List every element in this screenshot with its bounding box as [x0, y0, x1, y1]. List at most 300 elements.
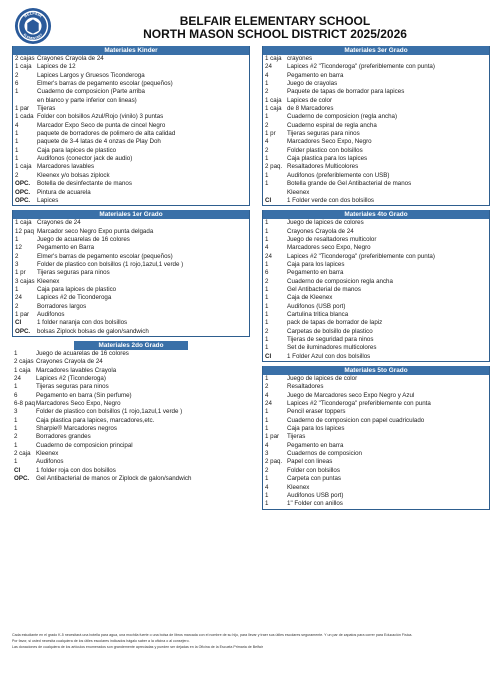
- item-quantity: 4: [15, 121, 19, 129]
- list-item: [263, 328, 489, 336]
- footer-line: Por favor, si usted necesita cualquiera de los útiles escolares indicados hágalo saber a la oficina o al consejero.: [12, 639, 190, 643]
- list-item: [13, 147, 249, 155]
- section-title: Materiales 5to Grado: [263, 366, 489, 375]
- item-description: Borradores grandes: [36, 433, 91, 441]
- item-description: Folder con bolsillos Azul/Rojo (vinilo) 3 puntas: [37, 113, 164, 121]
- logo-bottom-text: ELEMENTARY: [22, 32, 44, 41]
- item-quantity: 1: [265, 227, 269, 235]
- item-quantity: [13, 97, 37, 105]
- item-list: [12, 350, 250, 484]
- list-item: [263, 55, 489, 63]
- item-description: Lapices de 12: [37, 63, 76, 71]
- item-description: Lapices Largos y Gruesos Ticonderoga: [37, 71, 145, 79]
- list-item: [263, 147, 489, 155]
- list-item: [13, 269, 249, 277]
- item-quantity: 6: [15, 80, 19, 88]
- item-quantity: 1: [265, 425, 269, 433]
- item-description: Cuaderno espiral de regla ancha: [287, 121, 377, 129]
- section-primero: [12, 210, 250, 337]
- list-item: [13, 244, 249, 252]
- item-quantity: OPC.: [14, 475, 30, 483]
- list-item: [263, 138, 489, 146]
- section-cuarto: [262, 210, 490, 362]
- item-description: Cuaderno de composicion regla ancha: [287, 277, 393, 285]
- item-description: Gel Antibacterial de manos or Ziplock de galon/sandwich: [36, 475, 192, 483]
- list-item: [12, 375, 250, 383]
- item-quantity: 1 par: [15, 310, 30, 318]
- list-item: [263, 425, 489, 433]
- item-quantity: 1 caja: [15, 219, 32, 227]
- item-quantity: 1: [15, 138, 19, 146]
- item-quantity: CI: [15, 319, 22, 327]
- item-description: Botella grande de Gel Antibacterial de manos: [287, 180, 412, 188]
- item-description: Lapices #2 "Ticonderoga" preferiblemente con punta: [287, 400, 431, 408]
- item-description: Sharpie® Marcadores negros: [36, 425, 117, 433]
- item-quantity: 1: [265, 302, 269, 310]
- item-description: Lapices #2 de Ticonderoga: [37, 294, 112, 302]
- item-description: Pegamento en barra: [287, 441, 344, 449]
- list-item: [263, 163, 489, 171]
- item-quantity: 1: [265, 408, 269, 416]
- item-quantity: 1: [265, 500, 269, 508]
- item-description: Caja para lapices de plastico: [37, 146, 117, 154]
- list-item: [263, 244, 489, 252]
- item-description: Juego de lapices de color: [287, 375, 358, 383]
- section-title: Materiales 2do Grado: [74, 341, 188, 350]
- item-quantity: 4: [265, 441, 269, 449]
- item-quantity: OPC.: [15, 196, 31, 204]
- item-description: 1 folder naranja con dos bolsillos: [37, 319, 128, 327]
- item-description: paquete de borradores de polimero de alta calidad: [37, 130, 176, 138]
- list-item: [13, 163, 249, 171]
- item-description: Tijeras seguras para ninos: [287, 130, 360, 138]
- item-quantity: 1 caja: [265, 55, 282, 62]
- list-item: [13, 180, 249, 188]
- list-item: [13, 130, 249, 138]
- list-item: [263, 122, 489, 130]
- item-description: Kleenex: [287, 188, 310, 196]
- item-quantity: 2: [15, 171, 19, 179]
- item-description: Folder plastico con bolsillos: [287, 146, 363, 154]
- item-description: Lapices #2 "Ticonderoga" (preferiblemente con punta): [287, 63, 435, 71]
- list-item: [13, 122, 249, 130]
- item-description: Caja de Kleenex: [287, 294, 333, 302]
- item-quantity: 1: [265, 310, 269, 318]
- item-description: Audifonos (conector jack de audio): [37, 155, 133, 163]
- list-item: [13, 72, 249, 80]
- item-quantity: 24: [265, 63, 272, 71]
- item-description: Cuaderno de composicion (regla ancha): [287, 113, 398, 121]
- item-description: Juego de lapices de colores: [287, 219, 364, 227]
- item-description: Carpetas de bolsillo de plastico: [287, 327, 373, 335]
- item-description: Tijeras seguras para ninos: [37, 269, 110, 277]
- list-item: [12, 367, 250, 375]
- item-quantity: 2: [14, 433, 18, 441]
- item-quantity: 2: [15, 71, 19, 79]
- item-quantity: 6: [265, 269, 269, 277]
- item-quantity: 1: [15, 155, 19, 163]
- list-item: [12, 358, 250, 366]
- item-quantity: 1: [265, 235, 269, 243]
- item-quantity: 3: [15, 260, 19, 268]
- item-description: Pegamento en barra (Sin perfume): [36, 391, 132, 399]
- list-item: [12, 392, 250, 400]
- section-tercero: [262, 46, 490, 206]
- list-item: [263, 450, 489, 458]
- list-item: [13, 219, 249, 227]
- item-description: Crayones Crayola de 24: [37, 55, 104, 62]
- list-item: [263, 319, 489, 327]
- list-item: [263, 278, 489, 286]
- item-description: Marcadores lavables Crayola: [36, 366, 117, 374]
- list-item: [13, 286, 249, 294]
- item-quantity: 1: [265, 491, 269, 499]
- list-item: [13, 328, 249, 336]
- item-description: Set de iluminadores multicolores: [287, 344, 377, 352]
- list-item: [263, 155, 489, 163]
- item-description: Cartulina tritica blanca: [287, 310, 349, 318]
- item-description: Caja plastica para lapices, marcadores,etc.: [36, 416, 155, 424]
- item-description: Marcadores seco Expo, Negro: [287, 244, 371, 252]
- list-item: [13, 172, 249, 180]
- item-description: Folder con bolsillos: [287, 466, 340, 474]
- section-segundo: [12, 341, 250, 484]
- section-title: Materiales Kinder: [13, 46, 249, 55]
- item-quantity: 2: [265, 121, 269, 129]
- right-column: [262, 46, 490, 514]
- item-quantity: 1: [265, 80, 269, 88]
- item-quantity: 2: [265, 327, 269, 335]
- item-description: Resaltadores: [287, 383, 324, 391]
- item-description: Caja plastica para los lapices: [287, 155, 368, 163]
- list-item: [263, 269, 489, 277]
- item-description: Caja para los lapices: [287, 425, 345, 433]
- item-quantity: 1: [265, 319, 269, 327]
- item-quantity: 1 par: [15, 105, 30, 113]
- item-description: Caja para los lapices: [287, 260, 345, 268]
- list-item: [263, 219, 489, 227]
- item-quantity: 2: [265, 383, 269, 391]
- list-item: [263, 253, 489, 261]
- item-description: Audifonos (preferiblemente con USB): [287, 171, 390, 179]
- item-quantity: 1 caja: [14, 366, 31, 374]
- item-description: pack de tapas de borrador de lapiz: [287, 319, 383, 327]
- list-item: [263, 433, 489, 441]
- item-quantity: 1: [15, 235, 19, 243]
- item-quantity: 2 paq.: [265, 163, 283, 171]
- item-quantity: 1: [265, 344, 269, 352]
- item-quantity: 1 caja: [15, 63, 32, 71]
- list-item: [263, 172, 489, 180]
- list-item: [13, 80, 249, 88]
- item-quantity: 1: [265, 294, 269, 302]
- list-item: [263, 400, 489, 408]
- item-quantity: 2 paq.: [265, 458, 283, 466]
- list-item: [263, 458, 489, 466]
- item-description: 1" Folder con anillos: [287, 500, 343, 508]
- footer-line: Cada estudiante en el grado K-5 necesitará una botella para agua, una mochila fuerte o una bolsa de libros marcada con el nombre de su hijo, para llevar y traer sus útiles escolares seguramente. Y un par de zapatos para correr para Educación Física.: [12, 633, 413, 637]
- item-quantity: 1: [14, 416, 18, 424]
- list-item: [263, 392, 489, 400]
- item-description: Audifonos: [37, 310, 65, 318]
- item-description: en blanco y parte inferior con lineas): [37, 96, 137, 104]
- item-description: Crayones Crayola de 24: [287, 227, 354, 235]
- item-quantity: 24: [15, 294, 22, 302]
- list-item: [263, 344, 489, 352]
- section-title: Materiales 4to Grado: [263, 210, 489, 219]
- list-item: [263, 383, 489, 391]
- item-quantity: 1: [265, 113, 269, 121]
- item-description: Kleenex: [37, 277, 60, 285]
- list-item: [13, 319, 249, 327]
- item-description: Cuaderno de composicion con papel cuadriculado: [287, 416, 425, 424]
- item-quantity: 1: [265, 336, 269, 343]
- list-item: [263, 294, 489, 302]
- item-description: Pegamento en barra: [287, 269, 344, 277]
- item-quantity: 2: [265, 466, 269, 474]
- item-quantity: CI: [265, 352, 272, 360]
- list-item: [12, 433, 250, 441]
- item-description: Crayones de 24: [37, 219, 81, 227]
- item-quantity: OPC.: [15, 180, 31, 188]
- list-item: [263, 80, 489, 88]
- item-quantity: 1: [14, 441, 18, 449]
- list-item: [13, 303, 249, 311]
- list-item: [263, 484, 489, 492]
- item-quantity: 1: [265, 171, 269, 179]
- list-item: [263, 408, 489, 416]
- item-quantity: 1 caja: [15, 163, 32, 171]
- section-title: Materiales 3er Grado: [263, 46, 489, 55]
- item-quantity: 2: [265, 277, 269, 285]
- item-quantity: 3: [14, 408, 18, 416]
- item-quantity: 1: [15, 130, 19, 138]
- item-quantity: 1: [265, 475, 269, 483]
- item-description: Tijeras: [37, 105, 56, 113]
- list-item: [13, 138, 249, 146]
- section-kinder: [12, 46, 250, 206]
- list-item: [12, 467, 250, 475]
- item-quantity: 2 cajas: [14, 358, 34, 366]
- item-quantity: 6-8 paq: [14, 400, 35, 408]
- list-item: [12, 458, 250, 466]
- item-quantity: 1: [265, 180, 269, 188]
- list-item: [263, 286, 489, 294]
- item-quantity: CI: [14, 466, 21, 474]
- item-description: crayones: [287, 55, 313, 62]
- item-quantity: 12: [15, 244, 22, 252]
- school-title: BELFAIR ELEMENTARY SCHOOL: [179, 14, 371, 28]
- item-description: Marcadores Seco Expo, Negro: [287, 138, 372, 146]
- list-item: [12, 417, 250, 425]
- list-item: [12, 442, 250, 450]
- item-quantity: 2: [265, 88, 269, 96]
- list-item: [263, 105, 489, 113]
- list-item: [263, 197, 489, 205]
- list-item: [13, 261, 249, 269]
- list-item: [263, 130, 489, 138]
- footer-line: Las donaciones de cualquiera de los artículos enumerados son grandemente apreciadas y pueden ser dejadas en la Oficina de la Escuela Primaria de Belfair: [12, 645, 263, 649]
- item-description: Folder de plastico con bolsillos (1 rojo,1azul,1 verde ): [36, 408, 183, 416]
- item-quantity: 24: [265, 400, 272, 408]
- item-quantity: OPC.: [15, 327, 31, 335]
- item-description: Audifonos (USB port): [287, 302, 346, 310]
- item-description: bolsas Ziplock bolsas de galon/sandwich: [37, 327, 149, 335]
- item-description: Marcador seco Negro Expo punta delgada: [37, 227, 154, 235]
- list-item: [263, 113, 489, 121]
- item-description: Tijeras seguras para ninos: [36, 383, 109, 391]
- item-description: Tijeras: [287, 433, 306, 441]
- list-item: [13, 189, 249, 197]
- list-item: [263, 311, 489, 319]
- list-item: [263, 467, 489, 475]
- item-quantity: 4: [265, 244, 269, 252]
- item-description: Lapices: [37, 196, 59, 204]
- item-quantity: 4: [265, 483, 269, 491]
- list-item: [263, 303, 489, 311]
- logo-top-text: BELFAIR: [22, 10, 44, 19]
- list-item: [12, 400, 250, 408]
- item-quantity: 1: [265, 260, 269, 268]
- item-list: [263, 375, 489, 509]
- item-quantity: 2 cajas: [15, 55, 35, 62]
- item-description: Crayones Crayola de 24: [36, 358, 103, 366]
- item-description: Juego de resaltadores multicolor: [287, 235, 377, 243]
- list-item: [12, 350, 250, 358]
- list-item: [13, 253, 249, 261]
- list-item: [263, 88, 489, 96]
- item-description: 1 folder roja con dos bolsillos: [36, 466, 116, 474]
- item-quantity: 1: [265, 219, 269, 227]
- item-quantity: 4: [265, 138, 269, 146]
- list-item: [13, 105, 249, 113]
- item-list: [13, 219, 249, 336]
- item-quantity: 1 cada: [15, 113, 34, 121]
- item-description: Borradores largos: [37, 302, 87, 310]
- item-description: Lapices #2 (Ticonderoga): [36, 375, 106, 383]
- item-description: Lapices #2 "Ticonderoga" (preferiblemente con punta): [287, 252, 435, 260]
- item-description: Juego de Marcadores seco Expo Negro y Azul: [287, 391, 415, 399]
- item-quantity: 1: [14, 458, 18, 466]
- list-item: [263, 97, 489, 105]
- list-item: [13, 197, 249, 205]
- item-list: [263, 55, 489, 205]
- list-item: [13, 63, 249, 71]
- left-column: [12, 46, 250, 488]
- item-quantity: 1: [15, 285, 19, 293]
- item-quantity: 1: [14, 425, 18, 433]
- header: [0, 4, 500, 44]
- list-item: [263, 63, 489, 71]
- list-item: [12, 408, 250, 416]
- item-description: Pencil eraser toppers: [287, 408, 346, 416]
- item-quantity: 12 paq: [15, 227, 34, 235]
- list-item: [13, 113, 249, 121]
- item-description: paquete de 3-4 latas de 4 onzas de Play Doh: [37, 138, 161, 146]
- list-item: [13, 155, 249, 163]
- item-description: 1 Folder verde con dos bolsillos: [287, 196, 375, 204]
- item-list: [13, 55, 249, 205]
- item-description: Tijeras de seguridad para ninos: [287, 336, 374, 343]
- item-quantity: 3 cajas: [15, 277, 35, 285]
- list-item: [263, 475, 489, 483]
- item-quantity: 2 caja: [14, 450, 31, 458]
- item-list: [263, 219, 489, 361]
- item-quantity: 4: [265, 391, 269, 399]
- list-item: [12, 383, 250, 391]
- list-item: [13, 278, 249, 286]
- item-description: Kleenex y/o bolsas ziplock: [37, 171, 110, 179]
- item-quantity: 1 caja: [265, 96, 282, 104]
- item-description: Kleenex: [36, 450, 59, 458]
- item-description: Paquete de tapas de borrador para lapices: [287, 88, 405, 96]
- item-quantity: 1: [14, 383, 18, 391]
- list-item: [12, 475, 250, 483]
- list-item: [263, 189, 489, 197]
- item-quantity: OPC.: [15, 188, 31, 196]
- item-quantity: 1: [265, 375, 269, 383]
- list-item: [263, 500, 489, 508]
- item-quantity: CI: [265, 196, 272, 204]
- list-item: [263, 228, 489, 236]
- item-description: Carpeta con puntas: [287, 475, 342, 483]
- item-description: Papel con lineas: [287, 458, 333, 466]
- item-description: Juego de acuarelas de 16 colores: [36, 350, 129, 357]
- list-item: [13, 228, 249, 236]
- item-description: Marcadores Seco Expo, Negro: [36, 400, 121, 408]
- list-item: [12, 425, 250, 433]
- section-quinto: [262, 366, 490, 510]
- list-item: [263, 353, 489, 361]
- item-description: Pegamento en barra: [287, 71, 344, 79]
- list-item: [263, 336, 489, 344]
- list-item: [13, 97, 249, 105]
- item-quantity: 2: [15, 302, 19, 310]
- list-item: [263, 236, 489, 244]
- item-quantity: 1: [265, 155, 269, 163]
- item-description: Audifonos USB port): [287, 491, 344, 499]
- item-quantity: 1 pr: [15, 269, 26, 277]
- footer-notes: [12, 632, 490, 650]
- item-description: Gel Antibacterial de manos: [287, 285, 361, 293]
- item-quantity: 1: [14, 350, 18, 357]
- item-description: Juego de crayolas: [287, 80, 338, 88]
- item-quantity: 1: [265, 416, 269, 424]
- list-item: [263, 375, 489, 383]
- item-quantity: 1 pr: [265, 130, 276, 138]
- district-title: NORTH MASON SCHOOL DISTRICT 2025/2026: [143, 27, 407, 41]
- item-description: Elmer's barras de pegamento escolar (pequeños): [37, 252, 173, 260]
- list-item: [263, 492, 489, 500]
- item-quantity: 2: [15, 252, 19, 260]
- school-logo-icon: [14, 7, 52, 45]
- item-description: Pegamento en Barra: [37, 244, 95, 252]
- item-description: Resaltadores Multicolores: [287, 163, 359, 171]
- item-quantity: 1 par: [265, 433, 280, 441]
- list-item: [13, 311, 249, 319]
- item-quantity: 1: [15, 146, 19, 154]
- section-title: Materiales 1er Grado: [13, 210, 249, 219]
- item-quantity: 3: [265, 450, 269, 458]
- item-description: de 8 Marcadores: [287, 105, 334, 113]
- list-item: [263, 442, 489, 450]
- list-item: [263, 417, 489, 425]
- item-description: Folder de plastico con bolsillos (1 rojo,1azul,1 verde ): [37, 260, 184, 268]
- item-description: Pintura de acuarela: [37, 188, 91, 196]
- list-item: [13, 55, 249, 63]
- item-description: Cuaderno de composicion (Parte arriba: [37, 88, 145, 96]
- list-item: [263, 180, 489, 188]
